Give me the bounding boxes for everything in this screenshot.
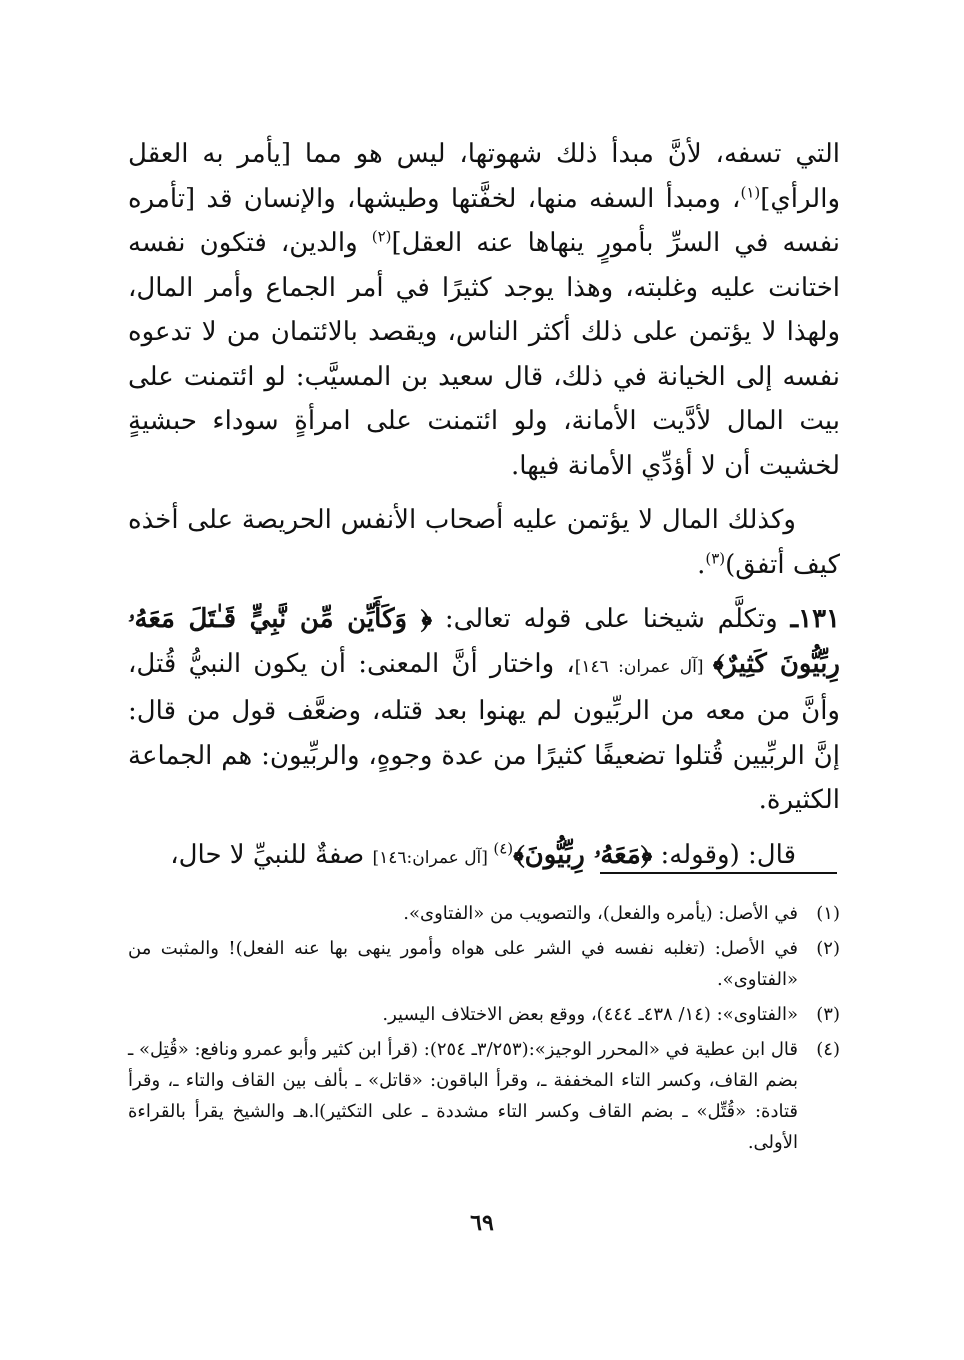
verse-reference: [آل عمران:١٤٦]: [372, 847, 494, 868]
entry-number: ١٣١ـ: [790, 604, 841, 634]
footnote-number: (٢): [816, 938, 840, 959]
footnote-1: [128, 898, 840, 929]
footnote-marker-1[interactable]: (١): [740, 182, 761, 201]
footnote-2: [128, 933, 840, 995]
paragraph-1: [128, 132, 840, 488]
footnotes: [128, 898, 840, 1158]
footnote-text: في الأصل: (تغلبه نفسه في الشر على هواه وأمور ينهى بها عنه الفعل)! والمثبت من «الفتاوى».: [128, 938, 798, 990]
text-run: قال: (وقوله:: [652, 839, 796, 870]
footnote-text: في الأصل: (يأمره والفعل)، والتصويب من «الفتاوى».: [403, 903, 798, 924]
text-run: وكذلك المال لا يؤتمن عليه أصحاب الأنفس الحريصة على أخذه كيف أتفق): [128, 505, 840, 580]
text-run: والدين، فتكون نفسه اختانت عليه وغلبته، وهذا يوجد كثيرًا في أمر الجماع وأمر المال، ولهذا لا يؤتمن على ذلك أكثر الناس، ويقصد بالائتمان من لا تدعوه نفسه إلى الخيانة في ذلك، قال سعيد بن المسيَّب: لو ائتمنت على بيت المال لأدَّيت الأمانة، ولو ائتمنت على امرأةٍ سوداء حبشيةٍ لخشيت أن لا أؤدِّي الأمانة فيها.: [128, 228, 840, 481]
paragraph-131: [128, 597, 840, 823]
text-run: التي تسفه، لأنَّ مبدأ ذلك شهوتها، ليس هو مما [يأمر به العقل والرأي]: [128, 139, 840, 214]
paragraph-2: [128, 498, 840, 587]
verse-reference: [آل عمران: ١٤٦]: [574, 656, 713, 677]
text-run: وتكلَّم شيخنا على قوله تعالى:: [432, 604, 791, 634]
text-run: ، ومبدأ السفه منها، لخفَّتها وطيشها، والإنسان قد [تأمره نفسه في السرِّ بأمورٍ ينهاها عنه العقل]: [128, 183, 840, 258]
quran-verse: ﴿مَعَهُۥ رِبِّيُّونَ﴾: [513, 839, 653, 870]
text-run: .: [697, 549, 706, 580]
footnote-marker-2[interactable]: (٢): [371, 227, 392, 246]
text-run: صفةٌ للنبيِّ لا حال،: [170, 839, 373, 870]
footnote-3: [128, 999, 840, 1030]
footnote-text: قال ابن عطية في «المحرر الوجيز»:(٣/٢٥٣ـ ٢٥٤): (قرأ ابن كثير وأبو عمرو ونافع: «قُتِل» ـ بضم القاف، وكسر التاء المخففة ـ، وقرأ الباقون: «قاتل» ـ بألف بين القاف والتاء ـ، وقرأ قتادة: «قُتِّل» ـ بضم القاف وكسر التاء مشددة ـ على التكثير)ا.هـ والشيخ يقرأ بالقراءة الأولى.: [128, 1039, 798, 1153]
footnote-marker-3[interactable]: (٣): [705, 548, 726, 567]
footnote-4: [128, 1034, 840, 1158]
text-run: ، واختار أنَّ المعنى: أن يكون النبيُّ قُتل، وأنَّ من معه من الربِّيون لم يهنوا بعد قتله، وضعَّف قول من قال: إنَّ الربِّيين قُتلوا تضعيفًا كثيرًا من عدة وجوهٍ، والربِّيون: هم الجماعة الكثيرة.: [128, 648, 840, 815]
footnote-marker-4[interactable]: (٤): [493, 838, 514, 857]
footnote-number: (٤): [816, 1039, 840, 1060]
footnote-number: (٣): [816, 1004, 840, 1025]
footnote-separator: [600, 872, 837, 874]
quran-verse: ﴿ وَكَأَيِّن مِّن نَّبِيٍّ قَـٰتَلَ مَعَهُۥ رِبِّيُّونَ كَثِيرٌ﴾: [128, 604, 840, 679]
footnote-text: «الفتاوى»: (١٤/ ٤٣٨ـ ٤٤٤)، ووقع بعض الاختلاف اليسير.: [382, 1004, 798, 1025]
page-number: ٦٩: [470, 1210, 494, 1236]
footnote-number: (١): [816, 903, 840, 924]
main-text: [128, 132, 840, 880]
